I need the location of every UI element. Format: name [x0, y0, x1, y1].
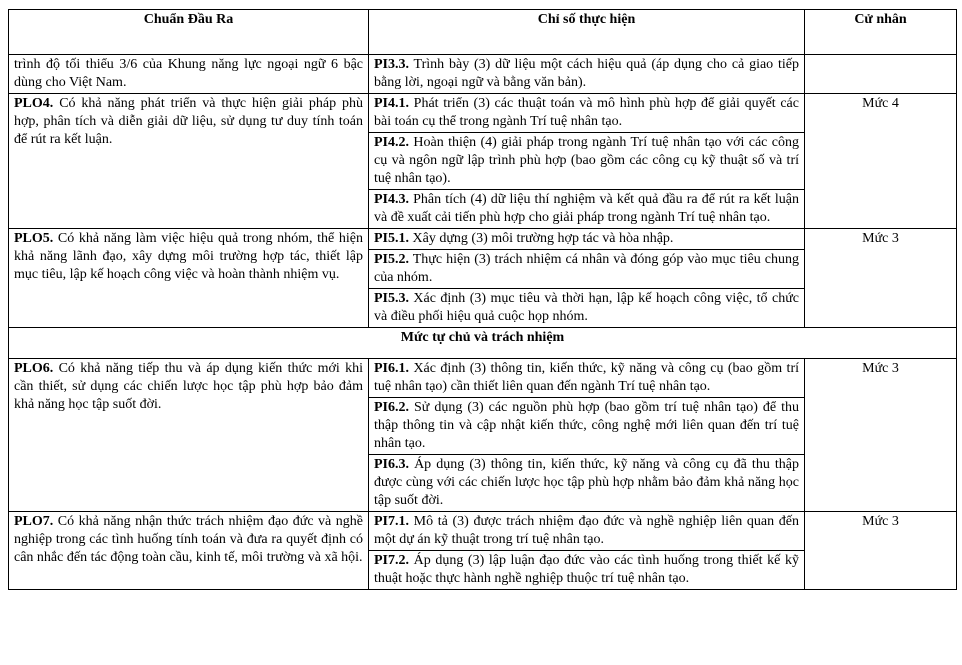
plo-text: Có khả năng tiếp thu và áp dụng kiến thức mới khi cần thiết, sử dụng các chiến lược học tập phù hợp bảo đảm khả năng học tập suốt đời.	[14, 361, 363, 412]
pi-cell	[369, 55, 805, 94]
pi-text: Xây dựng (3) môi trường hợp tác và hòa nhập.	[409, 231, 674, 246]
pi-code: PI6.3.	[374, 457, 409, 472]
level-cell: Mức 3	[805, 512, 957, 590]
pi-cell	[369, 133, 805, 190]
pi-code: PI5.3.	[374, 291, 409, 306]
plo-code: PLO5.	[14, 231, 54, 246]
pi-cell	[369, 398, 805, 455]
pi-cell	[369, 250, 805, 289]
plo7-cell	[9, 512, 369, 590]
plo4-cell	[9, 94, 369, 229]
table-row	[9, 94, 957, 133]
pi-cell	[369, 94, 805, 133]
pi-text: Áp dụng (3) lập luận đạo đức vào các tình huống trong thiết kế kỹ thuật hoặc thực hành nghề nghiệp thuộc trí tuệ nhân tạo.	[374, 553, 799, 586]
header-row	[9, 10, 957, 55]
pi-text: Trình bày (3) dữ liệu một cách hiệu quả (áp dụng cho cả giao tiếp bằng lời, ngoại ngữ và bằng văn bản).	[374, 57, 799, 90]
plo-text: Có khả năng nhận thức trách nhiệm đạo đức và nghề nghiệp trong các tình huống tính toán và đưa ra quyết định có cân nhắc đến tác động toàn cầu, kinh tế, môi trường và xã hội.	[14, 514, 363, 565]
pi-code: PI6.1.	[374, 361, 409, 376]
learning-outcomes-table	[8, 9, 957, 590]
pi-code: PI4.1.	[374, 96, 409, 111]
pi-cell	[369, 455, 805, 512]
level-cell: Mức 3	[805, 359, 957, 512]
pi-code: PI7.1.	[374, 514, 409, 529]
pi-text: Sử dụng (3) các nguồn phù hợp (bao gồm trí tuệ nhân tạo) để thu thập thông tin và cập nhật kiến thức, công nghệ mới liên quan đến trí tuệ nhân tạo.	[374, 400, 799, 451]
pi-text: Phân tích (4) dữ liệu thí nghiệm và kết quả đầu ra để rút ra kết luận và đề xuất cải tiến phù hợp cho giải pháp trong ngành Trí tuệ nhân tạo.	[374, 192, 799, 225]
table-row	[9, 359, 957, 398]
pi-text: Mô tả (3) được trách nhiệm đạo đức và nghề nghiệp liên quan đến một dự án kỹ thuật trong trí tuệ nhân tạo.	[374, 514, 799, 547]
pi-code: PI7.2.	[374, 553, 409, 568]
pi-text: Hoàn thiện (4) giải pháp trong ngành Trí tuệ nhân tạo với các công cụ và ngôn ngữ lập trình phù hợp (bao gồm các công cụ kỹ thuật số và trí tuệ nhân tạo).	[374, 135, 799, 186]
table-row	[9, 512, 957, 551]
pi-cell	[369, 289, 805, 328]
plo-code: PLO7.	[14, 514, 54, 529]
level-cell: Mức 3	[805, 229, 957, 328]
pi-code: PI5.1.	[374, 231, 409, 246]
pi-code: PI6.2.	[374, 400, 409, 415]
level-cell-empty	[805, 55, 957, 94]
plo-text: Có khả năng làm việc hiệu quả trong nhóm, thể hiện khả năng lãnh đạo, xây dựng môi trường hợp tác, thiết lập mục tiêu, lập kế hoạch công việc và hoàn thành nhiệm vụ.	[14, 231, 363, 282]
header-indicator: Chỉ số thực hiện	[369, 10, 805, 55]
pi-cell	[369, 229, 805, 250]
plo3-continuation	[9, 55, 369, 94]
section-title: Mức tự chủ và trách nhiệm	[9, 328, 957, 359]
pi-code: PI4.2.	[374, 135, 409, 150]
pi-text: Xác định (3) mục tiêu và thời hạn, lập kế hoạch công việc, tổ chức và điều phối hiệu quả cuộc họp nhóm.	[374, 291, 799, 324]
section-row	[9, 328, 957, 359]
header-outcome: Chuẩn Đầu Ra	[9, 10, 369, 55]
table-row	[9, 55, 957, 94]
plo5-cell	[9, 229, 369, 328]
pi-cell	[369, 551, 805, 590]
plo-code: PLO6.	[14, 361, 54, 376]
pi-text: Xác định (3) thông tin, kiến thức, kỹ năng và công cụ (bao gồm trí tuệ nhân tạo) cần thiết liên quan đến ngành Trí tuệ nhân tạo.	[374, 361, 799, 394]
plo-text: Có khả năng phát triển và thực hiện giải pháp phù hợp, phân tích và diễn giải dữ liệu, sử dụng tư duy tính toán để rút ra kết luận.	[14, 96, 363, 147]
pi-code: PI5.2.	[374, 252, 409, 267]
pi-text: Thực hiện (3) trách nhiệm cá nhân và đóng góp vào mục tiêu chung của nhóm.	[374, 252, 799, 285]
pi-text: Phát triển (3) các thuật toán và mô hình phù hợp để giải quyết các bài toán cụ thể trong ngành Trí tuệ nhân tạo.	[374, 96, 799, 129]
pi-code: PI3.3.	[374, 57, 409, 72]
plo-text: trình độ tối thiểu 3/6 của Khung năng lực ngoại ngữ 6 bậc dùng cho Việt Nam.	[14, 57, 363, 90]
plo-code: PLO4.	[14, 96, 54, 111]
pi-cell	[369, 190, 805, 229]
pi-code: PI4.3.	[374, 192, 409, 207]
header-bachelor: Cử nhân	[805, 10, 957, 55]
pi-cell	[369, 512, 805, 551]
table-row	[9, 229, 957, 250]
pi-cell	[369, 359, 805, 398]
pi-text: Áp dụng (3) thông tin, kiến thức, kỹ năng và công cụ đã thu thập được cùng với các chiến lược học tập phù hợp nhằm bảo đảm khả năng học tập suốt đời.	[374, 457, 799, 508]
level-cell: Mức 4	[805, 94, 957, 229]
plo6-cell	[9, 359, 369, 512]
